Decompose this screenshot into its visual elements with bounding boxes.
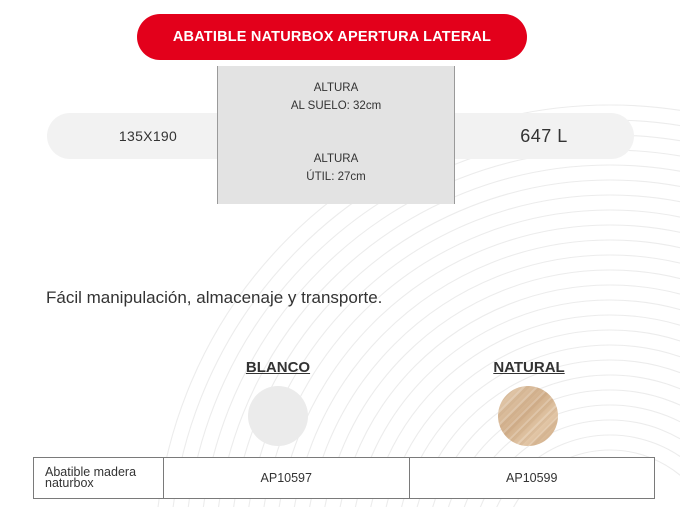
product-title-banner [137,14,527,60]
reference-table [33,457,655,499]
color-swatch-natural[interactable] [498,386,558,446]
color-swatch-blanco[interactable] [248,386,308,446]
table-row [34,458,655,499]
useful-height-label: ALTURA [313,153,359,165]
product-title: ABATIBLE NATURBOX APERTURA LATERAL [172,29,492,45]
color-label-blanco[interactable]: BLANCO [245,359,311,376]
dimensions-value: 135X190 [118,128,178,144]
product-description: Fácil manipulación, almacenaje y transporte. [46,288,383,307]
floor-height-label: ALTURA [313,82,359,94]
product-name-cell: Abatible madera naturbox [34,458,164,499]
floor-height-value: AL SUELO: 32cm [290,100,382,112]
code-cell-blanco: AP10597 [164,458,410,499]
useful-height-value: ÚTIL: 27cm [306,171,366,183]
height-spec-panel [217,66,455,204]
code-cell-natural: AP10599 [409,458,655,499]
capacity-value: 647 L [520,125,568,146]
color-label-natural[interactable]: NATURAL [493,359,565,376]
